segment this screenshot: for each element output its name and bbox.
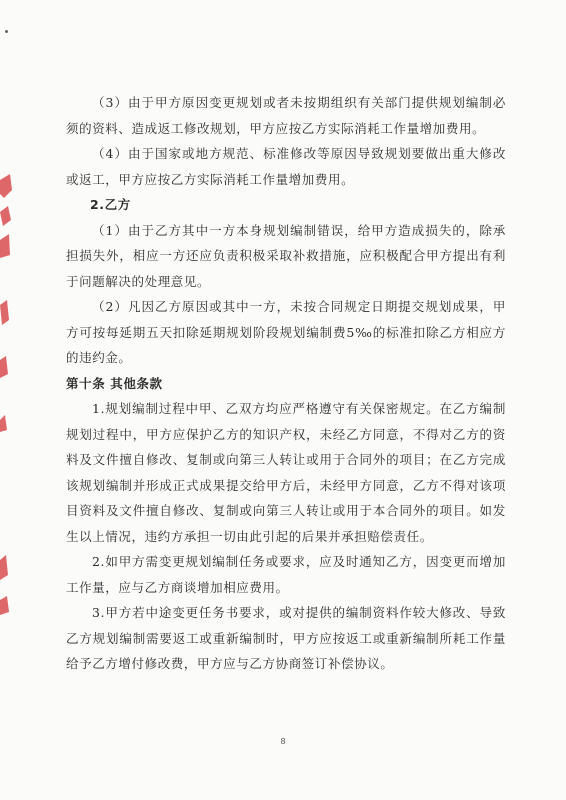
clause-10-2: 2.如甲方需变更规划编制任务或要求，应及时通知乙方，因变更而增加工作量，应与乙方商谈增加相应费用。 bbox=[66, 554, 506, 595]
document-body bbox=[66, 90, 506, 677]
paragraph-1-4: （4）由于国家或地方规范、标准修改等原因导致规划要做出重大修改或返工，甲方应按乙方实际消耗工作量增加费用。 bbox=[66, 146, 506, 187]
scan-speck bbox=[5, 30, 8, 33]
paragraph-1-3: （3）由于甲方原因变更规划或者未按期组织有关部门提供规划编制必须的资料、造成返工修改规划，甲方应按乙方实际消耗工作量增加费用。 bbox=[66, 95, 506, 136]
clause-10-3: 3.甲方若中途变更任务书要求，或对提供的编制资料作较大修改、导致乙方规划编制需要返工或重新编制时，甲方应按返工或重新编制所耗工作量给予乙方增付修改费，甲方应与乙方协商签订补偿协议。 bbox=[66, 605, 506, 671]
paragraph-2-1: （1）由于乙方其中一方本身规划编制错误，给甲方造成损失的，除承担损失外，相应一方还应负责积极采取补救措施，应积极配合甲方提出有利于问题解决的处理意见。 bbox=[66, 222, 506, 289]
page-number: 8 bbox=[280, 737, 286, 746]
clause-10-1: 1.规划编制过程中甲、乙双方均应严格遵守有关保密规定。在乙方编制规划过程中，甲方应保护乙方的知识产权，未经乙方同意，不得对乙方的资料及文件擅自修改、复制或向第三人转让或用于合同外的项目；在乙方完成该规划编制并形成正式成果提交给甲方后，未经甲方同意，乙方不得对该项目资料及文件擅自修改、复制或向第三人转让或用于本合同外的项目。如发生以上情况，违约方承担一切由此引起的后果并承担赔偿责任。 bbox=[66, 401, 506, 544]
subheading-party-b: 2.乙方 bbox=[90, 197, 131, 212]
article-ten-heading: 第十条 其他条款 bbox=[66, 375, 163, 391]
paragraph-2-2: （2）凡因乙方原因或其中一方，未按合同规定日期提交规划成果，甲方可按每延期五天扣除延期规划阶段规划编制费5‰的标准扣除乙方相应方的违约金。 bbox=[66, 299, 506, 365]
seal-stamp-edge bbox=[0, 160, 14, 660]
